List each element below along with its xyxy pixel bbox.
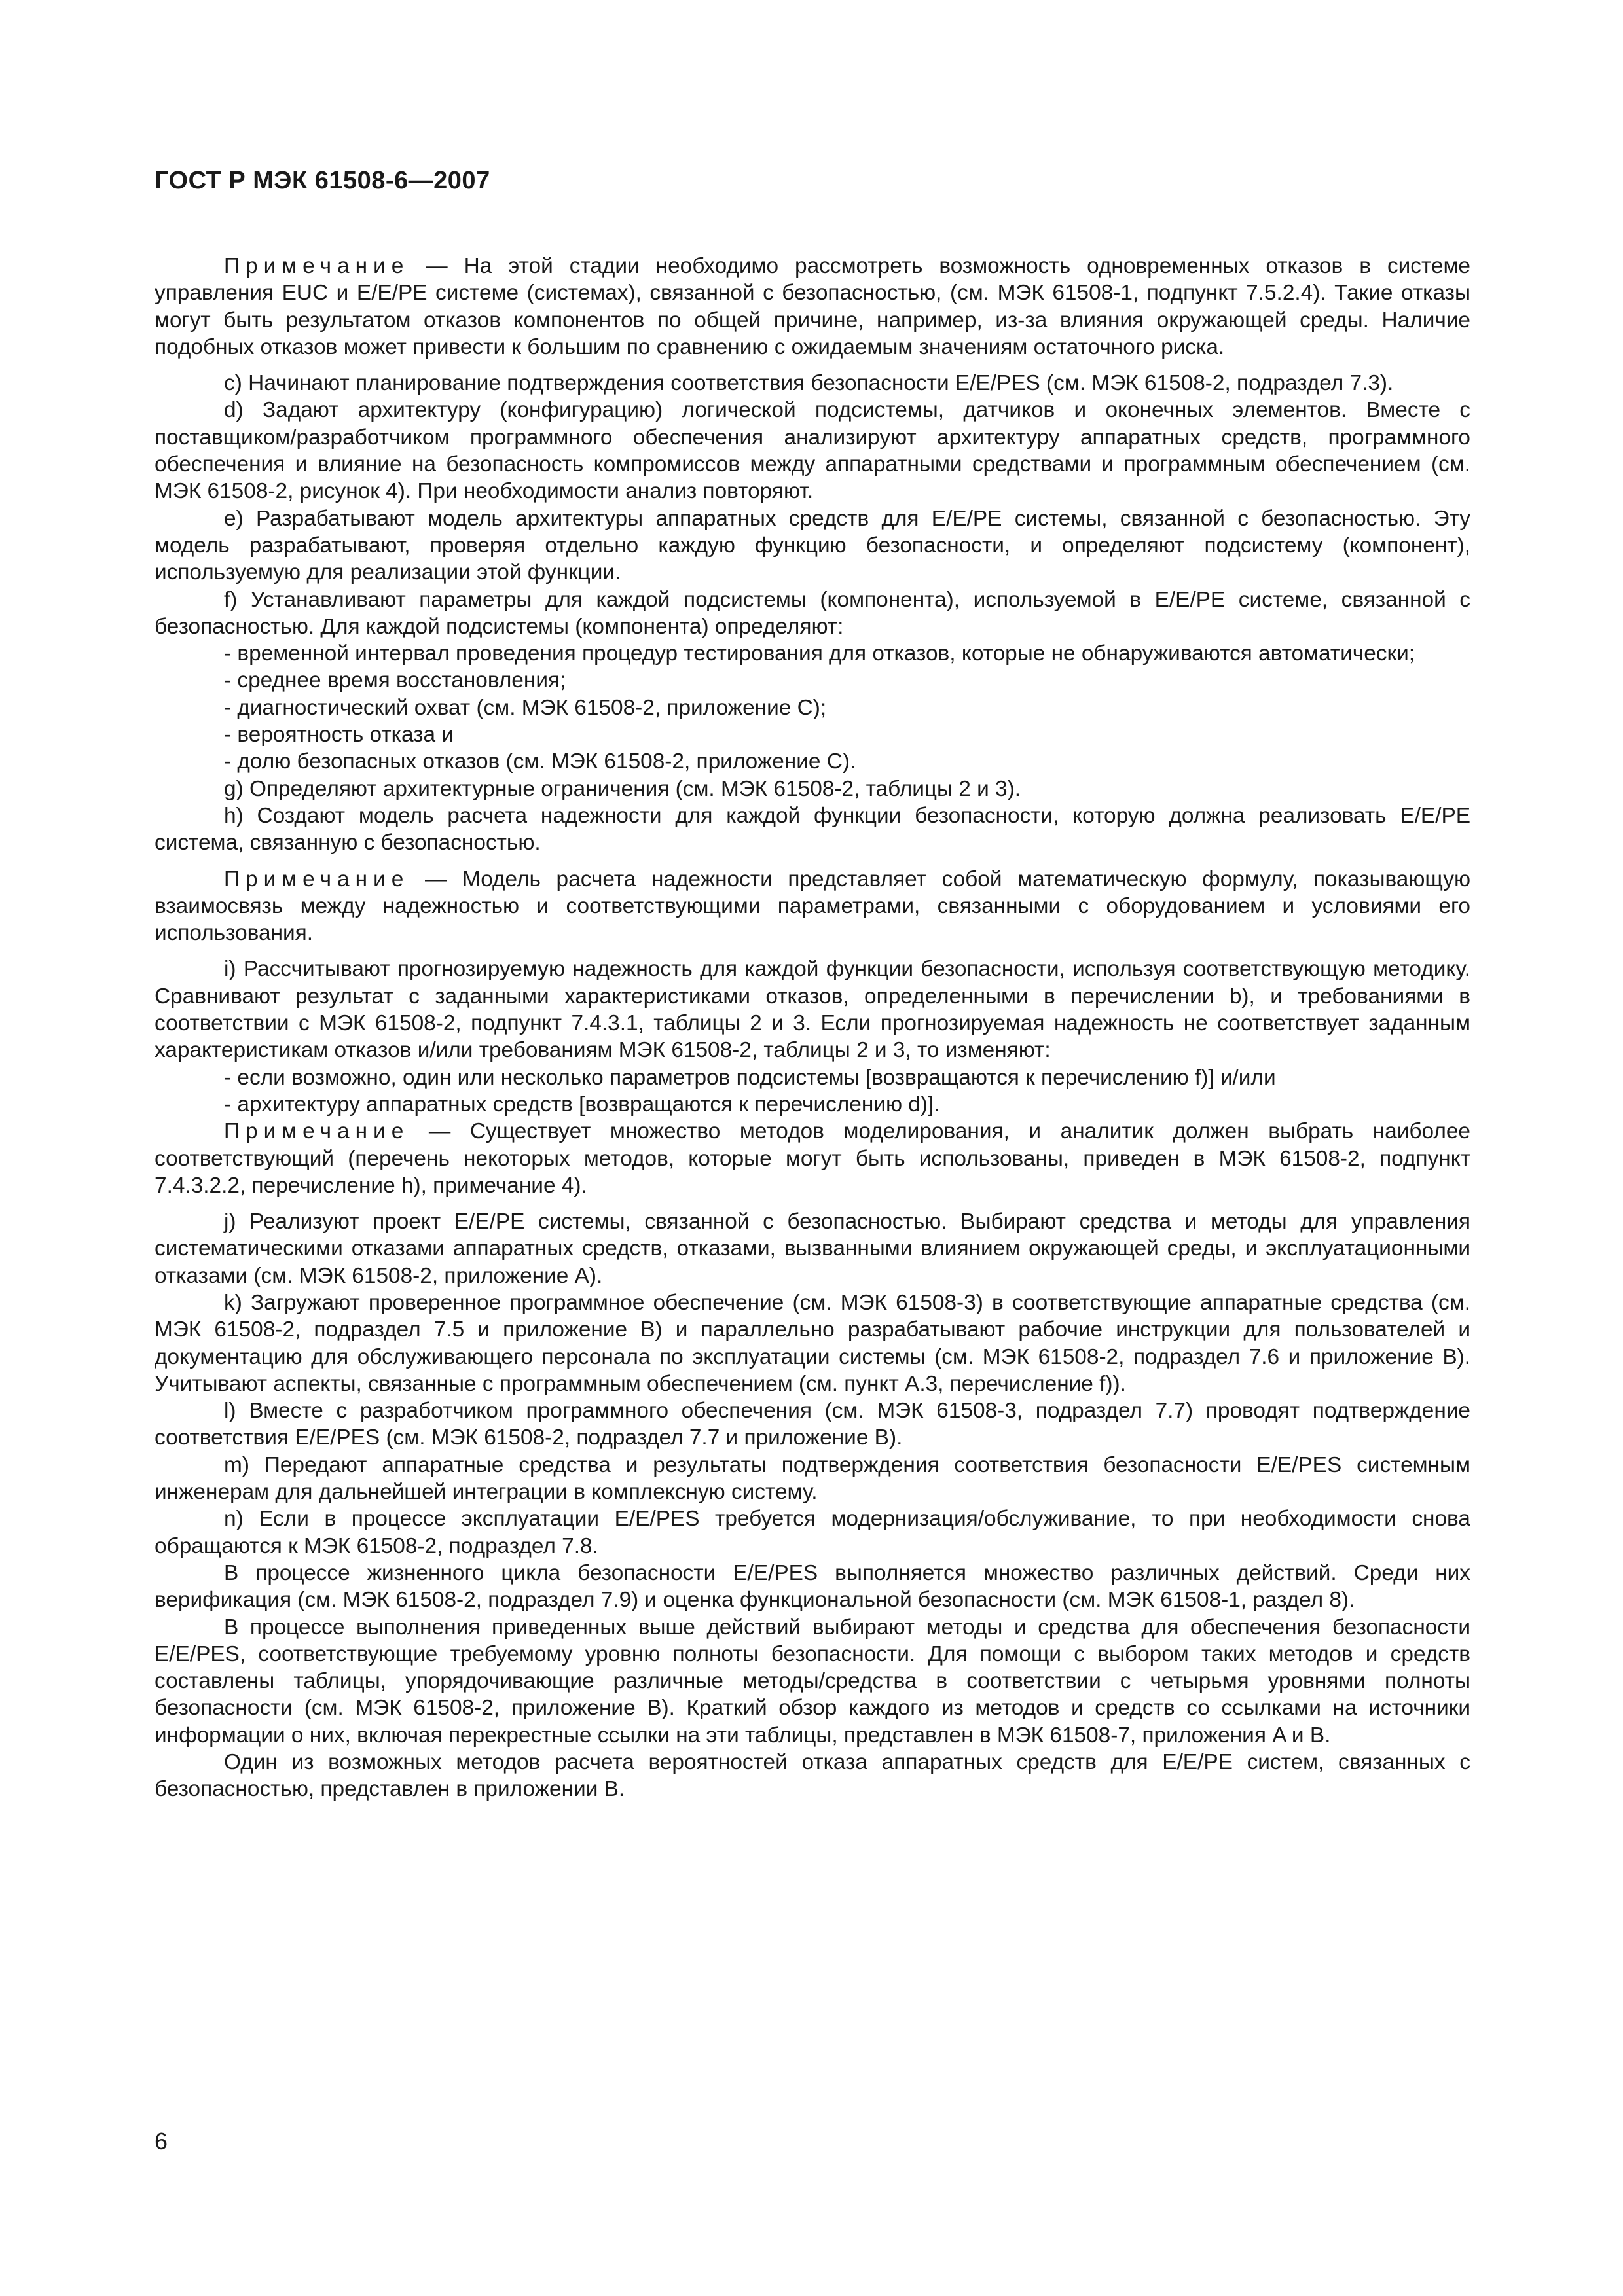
- note-paragraph: [155, 866, 1470, 947]
- paragraph-l: l) Вместе с разработчиком программного обеспечения (см. МЭК 61508-3, подраздел 7.7) проводят подтверждение соответствия E/E/PES (см. МЭК 61508-2, подраздел 7.7 и приложение B).: [155, 1399, 1470, 1450]
- paragraph-j: j) Реализуют проект E/E/PE системы, связанной с безопасностью. Выбирают средства и методы для управления систематическими отказами аппаратных средств, отказами, вызванными влиянием окружающей среды, и эксплуатационными отказами (см. МЭК 61508-2, приложение A).: [155, 1210, 1470, 1288]
- list-item: - вероятность отказа и: [224, 723, 454, 747]
- paragraph-n: n) Если в процессе эксплуатации E/E/PES требуется модернизация/обслуживание, то при необходимости снова обращаются к МЭК 61508-2, подраздел 7.8.: [155, 1507, 1470, 1558]
- paragraph-k: k) Загружают проверенное программное обеспечение (см. МЭК 61508-3) в соответствующие аппаратные средства (см. МЭК 61508-2, подраздел 7.5 и приложение B) и параллельно разрабатывают рабочие инструкции для пользователей и документацию для обслуживающего персонала по эксплуатации системы (см. МЭК 61508-2, подраздел 7.6 и приложение B). Учитывают аспекты, связанные с программным обеспечением (см. пункт A.3, перечисление f)).: [155, 1290, 1470, 1396]
- note-label: Примечание: [224, 867, 410, 891]
- paragraph-f: f) Устанавливают параметры для каждой подсистемы (компонента), используемой в E/E/PE системе, связанной с безопасностью. Для каждой подсистемы (компонента) определяют:: [155, 587, 1470, 639]
- page-number: 6: [155, 2128, 168, 2155]
- paragraph-text: — Существует множество методов моделирования, и аналитик должен выбрать наиболее соответствующий (перечень некоторых методов, которые могут быть использованы, приведен в МЭК 61508-2, подпункт 7.4.3.2.2, перечисление h), примечание 4).: [155, 1119, 1470, 1198]
- paragraph-methods: В процессе выполнения приведенных выше действий выбирают методы и средства для обеспечения безопасности E/E/PES, соответствующие требуемому уровню полноты безопасности. Для помощи с выбором таких методов и средств составлены таблицы, упорядочивающие различные методы/средства в соответствии с четырьмя уровнями полноты безопасности (см. МЭК 61508-2, приложение B). Краткий обзор каждого из методов и средств со ссылками на источники информации о них, включая перекрестные ссылки на эти таблицы, представлен в МЭК 61508-7, приложения A и B.: [155, 1615, 1470, 1748]
- list-item: - архитектуру аппаратных средств [возвращаются к перечислению d)].: [224, 1092, 940, 1117]
- paragraph-d: d) Задают архитектуру (конфигурацию) логической подсистемы, датчиков и оконечных элементов. Вместе с поставщиком/разработчиком программного обеспечения анализируют архитектуру аппаратных средств, программного обеспечения и влияние на безопасность компромиссов между аппаратными средствами и программным обеспечением (см. МЭК 61508-2, рисунок 4). При необходимости анализ повторяют.: [155, 398, 1470, 504]
- paragraph-g: g) Определяют архитектурные ограничения (см. МЭК 61508-2, таблицы 2 и 3).: [224, 776, 1021, 801]
- paragraph-text: — На этой стадии необходимо рассмотреть возможность одновременных отказов в системе управления EUC и E/E/PE системе (системах), связанной с безопасностью, (см. МЭК 61508-1, подпункт 7.5.2.4). Такие отказы могут быть результатом отказов компонентов по общей причине, например, из-за влияния окружающей среды. Наличие подобных отказов может привести к большим по сравнению с ожидаемым значениям остаточного риска.: [155, 254, 1471, 359]
- document-body: [155, 243, 1470, 1803]
- paragraph-c: c) Начинают планирование подтверждения соответствия безопасности E/E/PES (см. МЭК 61508-2, подраздел 7.3).: [224, 371, 1394, 396]
- list-item: - среднее время восстановления;: [224, 668, 566, 693]
- paragraph-h: h) Создают модель расчета надежности для каждой функции безопасности, которую должна реализовать E/E/PE система, связанную с безопасностью.: [155, 803, 1470, 855]
- list-item: - временной интервал проведения процедур тестирования для отказов, которые не обнаруживаются автоматически;: [224, 641, 1415, 666]
- list-item: - диагностический охват (см. МЭК 61508-2, приложение C);: [224, 695, 827, 720]
- document-header: ГОСТ Р МЭК 61508-6—2007: [155, 167, 490, 194]
- list-item: - долю безопасных отказов (см. МЭК 61508-2, приложение C).: [224, 749, 856, 774]
- paragraph-text: — Модель расчета надежности представляет собой математическую формулу, показывающую взаимосвязь между надежностью и соответствующими параметрами, связанными с оборудованием и условиями его использования.: [155, 867, 1471, 946]
- note-label: Примечание: [224, 1119, 410, 1144]
- note-label: Примечание: [224, 254, 410, 278]
- paragraph-lifecycle: В процессе жизненного цикла безопасности E/E/PES выполняется множество различных действий. Среди них верификация (см. МЭК 61508-2, подраздел 7.9) и оценка функциональной безопасности (см. МЭК 61508-1, раздел 8).: [155, 1560, 1470, 1613]
- note-paragraph: [155, 253, 1470, 361]
- paragraph-e: e) Разрабатывают модель архитектуры аппаратных средств для E/E/PE системы, связанной с безопасностью. Эту модель разрабатывают, проверяя отдельно каждую функцию безопасности, и определяют подсистему (компонент), используемую для реализации этой функции.: [155, 506, 1470, 585]
- paragraph-calculation: Один из возможных методов расчета вероятностей отказа аппаратных средств для E/E/PE систем, связанных с безопасностью, представлен в приложении B.: [155, 1750, 1470, 1802]
- paragraph-i: i) Рассчитывают прогнозируемую надежность для каждой функции безопасности, используя соответствующую методику. Сравнивают результат с заданными характеристиками отказов, определенными в перечислении b), и требованиями в соответствии с МЭК 61508-2, подпункт 7.4.3.1, таблицы 2 и 3. Если прогнозируемая надежность не соответствует заданным характеристикам отказов и/или требованиям МЭК 61508-2, таблицы 2 и 3, то изменяют:: [155, 957, 1470, 1063]
- note-paragraph: [155, 1118, 1470, 1199]
- paragraph-m: m) Передают аппаратные средства и результаты подтверждения соответствия безопасности E/E/PES системным инженерам для дальнейшей интеграции в комплексную систему.: [155, 1452, 1470, 1505]
- list-item: - если возможно, один или несколько параметров подсистемы [возвращаются к перечислению f)] и/или: [224, 1065, 1276, 1090]
